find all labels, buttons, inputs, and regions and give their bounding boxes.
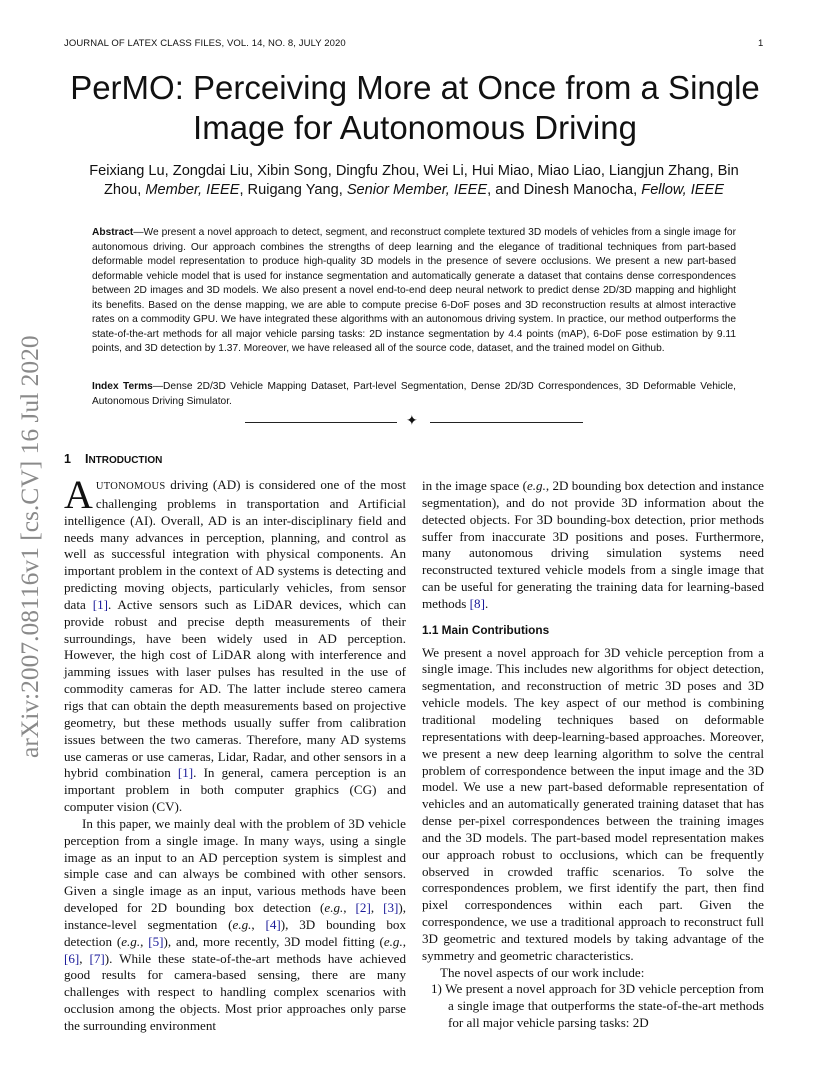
abstract-text: —We present a novel approach to detect, segment, and reconstruct complete textured 3D models of vehicles from a single image for autonomous driving. Our approach combines the strengths of deep learning and the elegance of traditional techniques from part-based deformable model representation to produce high-quality 3D models in the presence of severe occlusions. We present a new part-based deformable vehicle model that is used for instance segmentation and automatically generate a dataset that contains dense correspondences between 2D images and 3D models. We also present a novel end-to-end deep neural network to predict dense 2D/3D mapping and highlight its benefits. Based on the dense mapping, we are able to compute precise 6-DoF poses and 3D reconstruction results at almost interactive rates on a commodity GPU. We have integrated these algorithms with an autonomous driving system. In practice, our method outperforms the state-of-the-art methods for all major vehicle parsing tasks: 2D instance segmentation by 4.4 points (mAP), 6-DoF pose estimation by 9.11 points, and 3D detection by 1.37. Moreover, we have released all of the source code, dataset, and the trained model on Github. (92, 227, 736, 354)
citation-link[interactable]: [1] (92, 596, 108, 612)
running-head: JOURNAL OF LATEX CLASS FILES, VOL. 14, NO. 8, JULY 2020 (64, 38, 346, 49)
citation-link[interactable]: [5] (148, 933, 164, 949)
title-line-2: Image for Autonomous Driving (193, 109, 637, 146)
citation-link[interactable]: [1] (177, 765, 194, 781)
arxiv-stamp: arXiv:2007.08116v1 [cs.CV] 16 Jul 2020 (15, 335, 44, 758)
separator-rule-right (430, 422, 583, 423)
authors-line-1: Feixiang Lu, Zongdai Liu, Xibin Song, Dingfu Zhou, Wei Li, Hui Miao, Miao Liao, Liangjun Zhang, Bin (89, 163, 739, 179)
drop-cap: A (64, 472, 93, 517)
index-terms (92, 380, 736, 409)
intro-paragraph-2: In this paper, we mainly deal with the problem of 3D vehicle perception from a single image. In many ways, using a single image as an input to an AD perception system is simplest and simple case and can always be combined with other sensors. Given a single image as an input, various methods have been developed for 2D bounding box detection (e.g., [2], [3]), instance-level segmentation (e.g., [4]), 3D bounding box detection (e.g., [5]), and, more recently, 3D model fitting (e.g., [6], [7]). While these state-of-the-art methods have achieved good results for camera-based sensing, there are many challenges with respect to handling complex scenarios with occlusion among the objects. Most prior approaches only parse the surrounding environment (64, 815, 407, 1033)
section-heading-introduction: 1 INTRODUCTION (64, 452, 163, 466)
citation-link[interactable]: [7] (89, 950, 105, 966)
index-terms-text: —Dense 2D/3D Vehicle Mapping Dataset, Part-level Segmentation, Dense 2D/3D Correspondences, 3D Deformable Vehicle, Autonomous Driving Simulator. (92, 381, 736, 407)
abstract (92, 226, 736, 357)
citation-link[interactable]: [3] (383, 900, 399, 916)
citation-link[interactable]: [4] (265, 916, 281, 932)
citation-link[interactable]: [2] (355, 900, 371, 916)
index-terms-lead: Index Terms (92, 381, 153, 392)
contributions-paragraph: We present a novel approach for 3D vehicle perception from a single image. This includes new algorithms for object detection, segmentation, and reconstruction of metric 3D poses and 3D vehicle models. The key aspect of our method is combining traditional modeling techniques based on deformable representations with deep-learning-based approaches. Moreover, we present a new deep learning algorithm to solve the central problem of correspondence between the input image and the 3D model. We use a new part-based deformable representation of vehicles and an automatically generated training dataset that has dense per-pixel correspondences between the training images and the 3D models. The part-based model representation makes our approach robust to occlusions, which can be frequently observed in crowded traffic scenarios. To solve the correspondences problem, we first identify the part, then find pixel correspondences within each part. Given the correspondence, we use a traditional approach to reconstruct full 3D geometric and textured models by taking advantage of the symmetry and geometric characteristics. (422, 644, 764, 963)
citation-link[interactable]: [6] (64, 950, 80, 966)
subsection-heading-main-contributions: 1.1 Main Contributions (422, 622, 550, 637)
novel-aspects-intro: The novel aspects of our work include: (440, 964, 645, 980)
authors-line-2: Zhou, Member, IEEE, Ruigang Yang, Senior Member, IEEE, and Dinesh Manocha, Fellow, IEEE (103, 182, 725, 198)
citation-link[interactable]: [8] (469, 595, 485, 611)
author-list (78, 162, 750, 200)
separator-diamond-icon: ✦ (406, 414, 418, 429)
intro-paragraph-3: in the image space (e.g., 2D bounding box detection and instance segmentation), and do not provide 3D information about the detected objects. For 3D bounding-box detection, prior methods suffer from inaccurate 3D positions and poses. Furthermore, many autonomous driving simulation systems need reconstructed textured vehicle models from a single image that can be useful for generating the training data for learning-based methods [8]. (422, 478, 764, 611)
list-item: 1) We present a novel approach for 3D vehicle perception from a single image that outperforms the state-of-the-art methods for all major vehicle parsing tasks: 2D (431, 981, 764, 1031)
separator-rule-left (245, 422, 397, 423)
right-column (422, 478, 764, 1032)
intro-paragraph-1: AUTONOMOUS driving (AD) is considered one of the most challenging problems in transportation and Artificial intelligence (AI). Overall, AD is an inter-disciplinary field and needs many advances in perception, planning, and control as well as successful integration with physical components. An important problem in the context of AD systems is detecting and predicting moving objects, particularly vehicles, from sensor data [1]. Active sensors such as LiDAR devices, which can provide robust and precise depth measurements of their surroundings, have been widely used in AD perception. However, the high cost of LiDAR along with interference and jamming issues with laser pulses has resulted in the use of commodity cameras for AD. The latter include stereo camera rigs that can obtain the depth measurements based on projective geometry, but these methods usually suffer from calibration issues between the two cameras. Therefore, many AD systems use cameras or use cameras, Lidar, Radar, and other sensors in a hybrid combination [1]. In general, camera perception is an important problem in both computer graphics (CG) and computer vision (CV). (64, 472, 406, 815)
left-column (64, 472, 407, 1035)
paper-title (60, 68, 770, 148)
title-line-1: PerMO: Perceiving More at Once from a Single (70, 69, 760, 106)
abstract-lead: Abstract (92, 227, 134, 238)
page-number: 1 (758, 38, 764, 49)
